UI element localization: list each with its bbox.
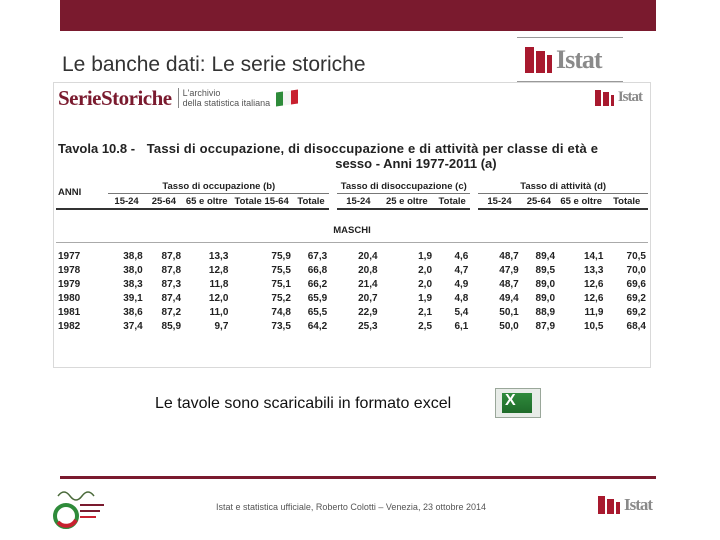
value-cell: 67,3 — [307, 250, 328, 262]
table-caption-row-2 — [56, 156, 648, 179]
istat-logo-footer — [598, 495, 652, 515]
value-cell: 38,8 — [123, 250, 143, 262]
value-cell: 37,4 — [123, 320, 143, 332]
table-row — [56, 263, 648, 277]
col-header: 15-24 — [108, 194, 144, 210]
serie-storiche-header — [58, 86, 298, 110]
group-header-occupazione: Tasso di occupazione (b) — [108, 179, 333, 194]
top-banner — [60, 0, 656, 31]
table-label: Tavola 10.8 - — [58, 141, 136, 156]
subtitle-line-1: L'archivio — [182, 88, 221, 98]
section-maschi: MASCHI — [56, 209, 648, 243]
istat-logo-word: Istat — [617, 89, 642, 105]
table-row — [56, 249, 648, 263]
value-cell: 65,5 — [307, 306, 328, 318]
col-header: 25-64 — [521, 194, 557, 210]
value-cell: 49,4 — [474, 291, 520, 305]
value-cell: 88,9 — [535, 306, 556, 318]
value-cell: 13,3 — [583, 264, 604, 276]
value-cell: 50,0 — [474, 319, 520, 333]
year-cell: 1977 — [58, 250, 81, 262]
value-cell: 11,0 — [209, 306, 229, 318]
value-cell: 20,8 — [333, 263, 379, 277]
italian-flag-icon — [276, 89, 298, 106]
value-cell: 2,1 — [418, 306, 433, 318]
value-cell: 64,2 — [307, 320, 328, 332]
value-cell: 22,9 — [333, 305, 379, 319]
table-row — [56, 291, 648, 305]
value-cell: 89,4 — [535, 250, 556, 262]
istat-logo-word: Istat — [556, 45, 602, 74]
footer-text: Istat e statistica ufficiale, Roberto Colotti – Venezia, 23 ottobre 2014 — [216, 502, 486, 512]
table-row — [56, 277, 648, 291]
value-cell: 70,0 — [626, 264, 646, 276]
value-cell: 66,2 — [307, 278, 328, 290]
col-header: Totale — [293, 194, 333, 210]
value-cell: 1,9 — [418, 292, 433, 304]
value-cell: 12,6 — [583, 292, 604, 304]
col-header: 15-24 — [333, 194, 379, 210]
value-cell: 89,5 — [535, 264, 556, 276]
giornata-logo-icon — [52, 486, 108, 530]
anni-header: ANNI — [56, 179, 108, 209]
value-cell: 70,5 — [626, 250, 646, 262]
value-cell: 4,9 — [454, 278, 469, 290]
istat-bars-icon — [525, 47, 552, 73]
year-cell: 1979 — [58, 278, 81, 290]
value-cell: 25,3 — [333, 319, 379, 333]
group-header-row — [56, 179, 648, 194]
value-cell: 38,0 — [123, 264, 143, 276]
value-cell: 85,9 — [161, 320, 182, 332]
value-cell: 87,2 — [161, 306, 182, 318]
value-cell: 87,4 — [161, 292, 182, 304]
value-cell: 89,0 — [535, 278, 556, 290]
value-cell: 48,7 — [474, 249, 520, 263]
value-cell: 74,8 — [271, 306, 291, 318]
logo-rule-top — [517, 37, 623, 38]
data-table — [56, 135, 648, 333]
slide-title: Le banche dati: Le serie storiche — [62, 53, 366, 76]
value-cell: 87,9 — [535, 320, 556, 332]
value-cell: 75,9 — [271, 250, 291, 262]
value-cell: 9,7 — [214, 320, 229, 332]
sub-header-row — [56, 194, 648, 210]
year-cell: 1978 — [58, 264, 81, 276]
value-cell: 75,2 — [271, 292, 291, 304]
footer-divider — [60, 476, 656, 479]
value-cell: 38,3 — [123, 278, 143, 290]
value-cell: 6,1 — [454, 320, 469, 332]
value-cell: 11,8 — [209, 278, 229, 290]
istat-logo — [525, 45, 602, 75]
table-row — [56, 319, 648, 333]
value-cell: 12,6 — [583, 278, 604, 290]
excel-note: Le tavole sono scaricabili in formato excel — [155, 395, 452, 412]
value-cell: 47,9 — [474, 263, 520, 277]
value-cell: 75,5 — [271, 264, 291, 276]
value-cell: 66,8 — [307, 264, 328, 276]
year-cell: 1982 — [58, 320, 81, 332]
table-title-line-2: sesso - Anni 1977-2011 (a) — [335, 156, 497, 171]
serie-storiche-subtitle — [178, 88, 271, 108]
value-cell: 21,4 — [333, 277, 379, 291]
value-cell: 12,0 — [208, 292, 229, 304]
value-cell: 73,5 — [271, 320, 291, 332]
istat-logo-header — [517, 37, 623, 82]
col-header: 25-64 — [145, 194, 183, 210]
istat-logo-word: Istat — [624, 495, 653, 514]
value-cell: 75,1 — [271, 278, 291, 290]
value-cell: 4,6 — [454, 250, 469, 262]
value-cell: 38,6 — [123, 306, 143, 318]
value-cell: 39,1 — [123, 292, 143, 304]
year-cell: 1981 — [58, 306, 81, 318]
group-header-attivita: Tasso di attività (d) — [474, 179, 648, 194]
value-cell: 4,8 — [454, 292, 469, 304]
col-header: 65 e oltre — [183, 194, 230, 210]
value-cell: 20,7 — [333, 291, 379, 305]
subtitle-line-2: della statistica italiana — [182, 98, 271, 108]
value-cell: 13,3 — [208, 250, 229, 262]
value-cell: 69,2 — [626, 306, 646, 318]
data-rows — [56, 249, 648, 333]
value-cell: 2,5 — [418, 320, 433, 332]
value-cell: 69,6 — [626, 278, 646, 290]
table-caption-row-1 — [56, 135, 648, 156]
excel-icon[interactable] — [495, 388, 541, 418]
value-cell: 48,7 — [474, 277, 520, 291]
serie-storiche-screenshot — [53, 82, 651, 368]
col-header: Totale — [434, 194, 474, 210]
value-cell: 12,8 — [208, 264, 229, 276]
istat-logo-inner — [595, 89, 642, 106]
section-row — [56, 209, 648, 243]
group-header-disoccupazione: Tasso di disoccupazione (c) — [333, 179, 474, 194]
value-cell: 2,0 — [418, 264, 433, 276]
value-cell: 1,9 — [418, 250, 433, 262]
col-header: 15-24 — [474, 194, 520, 210]
value-cell: 65,9 — [307, 292, 328, 304]
value-cell: 20,4 — [333, 249, 379, 263]
istat-bars-icon — [595, 90, 614, 106]
value-cell: 87,8 — [161, 264, 182, 276]
value-cell: 14,1 — [583, 250, 604, 262]
value-cell: 50,1 — [474, 305, 520, 319]
value-cell: 5,4 — [454, 306, 469, 318]
value-cell: 68,4 — [626, 320, 646, 332]
year-cell: 1980 — [58, 292, 81, 304]
value-cell: 69,2 — [626, 292, 646, 304]
serie-storiche-brand: SerieStoriche — [58, 85, 172, 110]
col-header: 25 e oltre — [380, 194, 434, 210]
table-title-line-1: Tassi di occupazione, di disoccupazione e di attività per classe di età e — [146, 141, 599, 156]
value-cell: 10,5 — [583, 320, 604, 332]
value-cell: 11,9 — [584, 306, 604, 318]
value-cell: 4,7 — [454, 264, 469, 276]
value-cell: 2,0 — [418, 278, 433, 290]
col-header: Totale — [605, 194, 648, 210]
excel-x-glyph: X — [505, 392, 516, 409]
value-cell: 89,0 — [535, 292, 556, 304]
col-header: Totale 15-64 — [230, 194, 293, 210]
giornata-statistica-logo — [52, 486, 108, 530]
col-header: 65 e oltre — [557, 194, 605, 210]
istat-bars-icon — [598, 496, 620, 514]
value-cell: 87,8 — [161, 250, 182, 262]
table-row — [56, 305, 648, 319]
value-cell: 87,3 — [161, 278, 182, 290]
